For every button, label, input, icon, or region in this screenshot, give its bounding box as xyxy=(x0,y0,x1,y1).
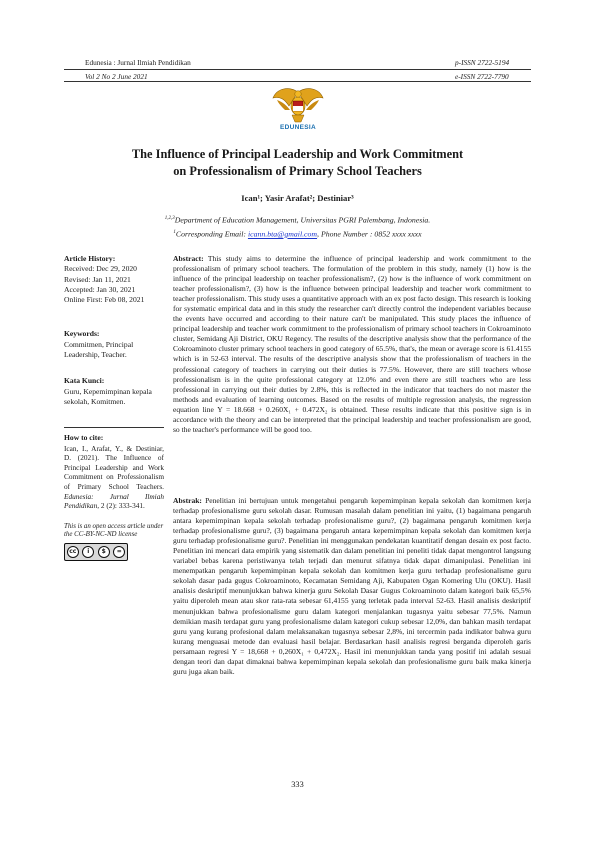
corr-sup: 1 xyxy=(173,230,176,235)
keywords-block xyxy=(64,329,164,360)
nc-icon: $ xyxy=(98,546,110,558)
how-to-cite-heading: How to cite: xyxy=(64,433,104,443)
kata-kunci-block xyxy=(64,376,164,407)
page-number: 333 xyxy=(291,780,304,789)
corr-phone: , Phone Number : 0852 xxxx xxxx xyxy=(317,229,422,239)
affiliation-text: Department of Education Management, Universitas PGRI Palembang, Indonesia. xyxy=(174,215,431,225)
cc-icon: cc xyxy=(67,546,79,558)
abstrak-text: Penelitian ini bertujuan untuk mengetahui pengaruh kepemimpinan kepala sekolah dan komitmen kerja terhadap profesionalisme guru sekolah dasar. Rumusan masalah dalam penelitian ini yaitu, (1) bagaimana pengaruh antara kepemimpinan kepala sekolah terhadap profesionalisme guru?, (2) bagaimana pengaruh komitmen kerja terhadap profesionalisme guru?, (3) bagaimana pengaruh antara kepemimpinan kepala sekolah dan komitmen kerja guru terhadap profesionalisme guru?. Penelitian ini menggunakan pendekatan kuantitatif dengan desain ex post facto. Penelitian ini mencari data empirik yang sistematik dan dalam penelitian ini peneliti tidak dapat mengontrol langsung variabel bebas karena peristiwanya telah terjadi dan menurut sifatnya tidak dapat dimanipulasi. Penelitian ini menempatkan pengaruh kepemimpinan kepala sekolah dan komitmen kerja guru terhadap profesionalisme guru sekolah dasar pada gugus Cokroaminoto, Kecamatan Semidang Aji, Kabupaten Ogan Komering Ulu (OKU). Hasil analisis deskriptif menunjukkan bahwa kinerja guru Sekolah Dasar Gugus Cokroaminoto dalam kategori baik 65,5% yaitu diperoleh mean atau skor rata-rata sebesar 61,4155 yang terletak pada interval 52-63. Hasil analisis deskriptif menunjukkan bahwa profesionalisme guru dalam kategori menjalankan tugasnya yaitu sebesar 77,5%. Namun demikian masih terdapat guru yang profesionalisme dalam kategori cukup sebesar 12,0%, dan bahkan masih terdapat guru yang kurang profesional dalam melaksanakan tugasnya sebesar 2,8%, ini tercermin pada indikator bahwa guru kurang menguasai metode dan evaluasi hasil belajar. Berdasarkan hasil analisis regresi berganda diperoleh garis persamaan regresi Y = 18,668 + 0,260X₁ + 0,472X₂. Hasil ini menunjukkan tanda yang positif ini adalah sesuai dengan teori dan dapat dimaknai bahwa kepemimpinan kepala sekolah dan profesionalisme guru baik maka kinerja guru juga akan baik. xyxy=(173,496,531,676)
p-issn: p-ISSN 2722-5194 xyxy=(455,58,510,67)
corr-email-link[interactable]: icann.bta@gmail.com xyxy=(247,229,318,239)
nd-icon: = xyxy=(113,546,125,558)
sidebar-divider xyxy=(64,427,164,428)
kata-kunci-text: Guru, Kepemimpinan kepala sekolah, Komitmen. xyxy=(64,386,152,406)
title-line-1: The Influence of Principal Leadership and Work Commitment xyxy=(131,147,464,161)
citation-journal: Edunesia: Jurnal Ilmiah Pendidikan, xyxy=(64,491,164,511)
cc-license-badge[interactable] xyxy=(64,543,128,561)
abstrak-label: Abstrak: xyxy=(173,496,202,505)
article-sidebar xyxy=(64,254,164,561)
online-date: Online First: Feb 08, 2021 xyxy=(64,295,145,305)
header-rule-bottom xyxy=(64,81,531,82)
logo-text: EDUNESIA xyxy=(280,124,316,131)
e-issn: e-ISSN 2722-7790 xyxy=(455,72,509,81)
author-list: Ican¹; Yasir Arafat²; Destiniar³ xyxy=(241,193,354,203)
abstract-text: This study aims to determine the influence of principal leadership and work commitment to the professionalism of primary school teachers. The formulation of the problem in this study, namely (1) how is the influence of the principal leadership on teacher professionalism?, (2) how is the influence of work commitment on teacher professionalism?, (3) how is the influence between principal leadership and teacher work commitment to teacher professionalism. This study uses a quantitative approach with an ex post facto design. This research is looking for systematic empirical data and in this study the researcher can't directly control the independent variables because the events have occurred and according to their nature can't be manipulated. This study places the influence of principal leadership and teacher work commitment to the professionalism of primary school teachers in Cokroaminoto cluster, Semidang Aji District, OKU Regency. The results of the descriptive analysis show that the performance of the Cokroaminoto cluster primary school teachers in good category of 65.5%, that's, the mean or average score is 61.4155 which is in 52-63 interval. The results of the descriptive analysis show that the professionalism of teachers in the professional category of teachers in carrying out their duties is 77.5%. However, there are still teachers whose professionalism is in the quite professional category at 12.0% and even there are still teachers who are less professional in carrying out their duties by 2.8%, this is reflected in the indicator that teachers do not master the methods and evaluation of learning outcomes. Based on the results of multiple regression analysis, the regression equation line Y = 18.668 + 0.260X₁ + 0.472X₂ is obtained. These results indicate that this positive sign is in accordance with the theory and can be interpreted that the principal leadership and teacher professionalism are good, so the teacher's performance will be good too. xyxy=(173,254,531,434)
edunesia-logo xyxy=(271,84,325,136)
citation-text: Ican, I., Arafat, Y., & Destiniar, D. (2021). The Influence of Principal Leadership and Work Commitment on Professionalism of Primary School Teachers. xyxy=(64,443,164,491)
citation-tail: 2 (2): 333-341. xyxy=(100,501,145,511)
header-rule-top xyxy=(64,69,531,70)
accepted-date: Accepted: Jan 30, 2021 xyxy=(64,284,136,294)
keywords-heading: Keywords: xyxy=(64,329,100,339)
article-history xyxy=(64,254,164,305)
by-icon: i xyxy=(82,546,94,558)
revised-date: Revised: Jan 11, 2021 xyxy=(64,274,131,284)
abstract-english xyxy=(173,254,531,435)
affiliation xyxy=(64,214,531,226)
affiliation-sup: 1,2,3 xyxy=(164,216,175,221)
corresponding-line xyxy=(64,228,531,240)
journal-name: Edunesia : Jurnal Ilmiah Pendidikan xyxy=(85,58,191,67)
license-text: This is an open access article under the CC-BY-NC-ND license xyxy=(64,522,164,539)
article-title xyxy=(64,146,531,179)
kata-kunci-heading: Kata Kunci: xyxy=(64,376,105,386)
history-heading: Article History: xyxy=(64,254,116,263)
citation xyxy=(64,444,164,511)
received-date: Received: Dec 29, 2020 xyxy=(64,264,137,274)
keywords-text: Commitmen, Principal Leadership, Teacher. xyxy=(64,339,134,360)
title-line-2: on Professionalism of Primary School Teachers xyxy=(173,163,422,178)
volume-info: Vol 2 No 2 June 2021 xyxy=(85,72,148,81)
corr-label: Corresponding Email: xyxy=(175,229,248,239)
abstract-label: Abstract: xyxy=(173,254,204,263)
abstract-indonesian xyxy=(173,496,531,677)
